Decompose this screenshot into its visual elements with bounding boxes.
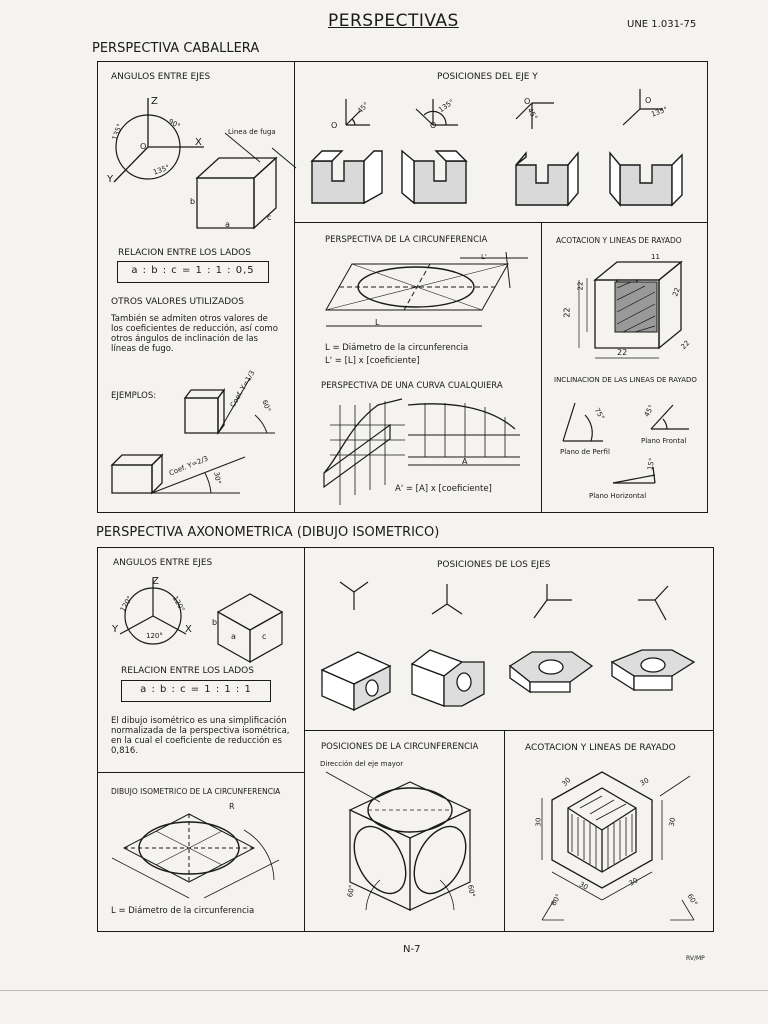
dimension-label: 22 [671, 286, 682, 298]
angle-label: 60° [549, 892, 563, 908]
dimension-label: 30 [638, 776, 651, 788]
circunferencia-title: PERSPECTIVA DE LA CIRCUNFERENCIA [325, 235, 488, 245]
axo-ratio-box: a : b : c = 1 : 1 : 1 [121, 680, 271, 702]
curva-a-label: A [462, 457, 468, 466]
dimension-label: 22 [576, 281, 585, 291]
axo-posiciones-title: POSICIONES DE LOS EJES [437, 560, 551, 570]
axo-relacion-title: RELACION ENTRE LOS LADOS [121, 666, 254, 676]
caballera-ratio-box: a : b : c = 1 : 1 : 0,5 [117, 261, 269, 283]
axis-x-label: X [195, 137, 202, 148]
dibujo-circ-title: DIBUJO ISOMETRICO DE LA CIRCUNFERENCIA [111, 787, 281, 796]
angle-label: 30° [212, 471, 223, 485]
angle-label: 60° [685, 892, 699, 908]
divider [294, 222, 708, 223]
divider [541, 222, 542, 513]
axis-y-label: Y [112, 624, 119, 635]
plano-horizontal-label: Plano Horizontal [589, 492, 647, 500]
otros-text: También se admiten otros valores de los coeficientes de reducción, así como otros ángulos de inclinación de las líneas de fugo. [111, 314, 278, 354]
dimension-label: 22 [562, 307, 572, 318]
angle-label: 60° [346, 884, 357, 898]
posiciones-circ-title: POSICIONES DE LA CIRCUNFERENCIA [321, 742, 479, 752]
dimension-label: 30 [627, 876, 640, 888]
dimension-label: 30 [534, 817, 543, 827]
page-title: PERSPECTIVAS [328, 11, 459, 31]
divider [304, 730, 714, 731]
page-edge-line [0, 990, 768, 991]
divider [504, 730, 505, 932]
angle-label: 135° [437, 97, 456, 115]
direccion-label: Dirección del eje mayor [320, 760, 404, 768]
caballera-relacion-title: RELACION ENTRE LOS LADOS [118, 248, 251, 258]
origin-label: O [430, 121, 437, 130]
origin-label: O [140, 142, 147, 151]
angle-label: 60° [260, 398, 273, 414]
dibujo-circ-diagram [104, 800, 299, 900]
angle-label: 135° [110, 122, 125, 142]
angle-label: 120° [118, 594, 135, 614]
origin-label: O [645, 96, 652, 105]
axo-ejes-positions-diagram [310, 570, 710, 720]
divider [304, 547, 305, 932]
circ-legend-2: L' = [L] x [coeficiente] [325, 356, 420, 366]
angle-label: 75° [592, 406, 606, 422]
ejemplos-diagram [105, 365, 290, 500]
divider [294, 61, 295, 513]
axis-x-label: X [185, 624, 192, 635]
angle-label: 135° [650, 105, 669, 119]
author-code: RV/MP [686, 955, 705, 962]
inclinacion-title: INCLINACION DE LAS LINEAS DE RAYADO [554, 376, 697, 384]
radius-label: R [229, 802, 235, 811]
dimension-label: 30 [560, 776, 573, 788]
angle-label: 15° [646, 457, 657, 471]
caballera-angulos-title: ANGULOS ENTRE EJES [111, 72, 211, 82]
coef-label: Coef. Y=1/3 [228, 369, 257, 409]
plano-frontal-label: Plano Frontal [641, 437, 687, 445]
dimension-label: 22 [617, 348, 628, 357]
axis-z-label: Z [152, 576, 159, 587]
otros-title: OTROS VALORES UTILIZADOS [111, 297, 244, 307]
axo-acotacion-title: ACOTACION Y LINEAS DE RAYADO [525, 743, 676, 753]
angle-label: 90° [166, 117, 182, 131]
dibujo-circ-legend: L = Diámetro de la circunferencia [111, 906, 255, 916]
axo-axes-diagram [108, 572, 298, 652]
origin-label: O [524, 97, 531, 106]
plano-perfil-label: Plano de Perfil [560, 448, 610, 456]
cube-label-c: c [262, 632, 267, 641]
origin-label: O [331, 121, 338, 130]
axis-z-label: Z [151, 96, 158, 107]
curva-title: PERSPECTIVA DE UNA CURVA CUALQUIERA [321, 381, 503, 391]
ejemplos-title: EJEMPLOS: [111, 391, 157, 401]
dimension-label: 11 [651, 253, 660, 261]
coef-label: Coef. Y=2/3 [168, 454, 210, 478]
dimension-label: 30 [577, 880, 590, 892]
circ-legend-1: L = Diámetro de la circunferencia [325, 343, 469, 353]
dimension-label: 30 [667, 816, 678, 828]
caballera-axes-diagram [100, 90, 290, 235]
circunferencia-diagram [300, 248, 540, 343]
cube-label-c: c [267, 213, 272, 222]
posiciones-circ-diagram [320, 770, 500, 920]
posiciones-y-title: POSICIONES DEL EJE Y [437, 72, 538, 82]
angle-label: 45° [355, 100, 371, 116]
angle-label: 45° [642, 403, 656, 419]
caballera-section-title: PERSPECTIVA CABALLERA [92, 41, 260, 56]
fuga-label: Linea de fuga [228, 128, 276, 136]
curva-formula: A' = [A] x [coeficiente] [395, 484, 492, 494]
acotacion-title: ACOTACION Y LINEAS DE RAYADO [556, 236, 682, 245]
angle-label: 120° [170, 594, 187, 614]
angle-label: 120° [146, 632, 163, 640]
angle-label: 45° [525, 106, 539, 122]
page-number: N-7 [403, 944, 421, 955]
axo-text: El dibujo isométrico es una simplificación normalizada de la perspectiva isométrica, en la cual el coeficiente de reducción es 0,816. [111, 716, 290, 756]
dimension-label: 22 [679, 339, 692, 351]
circ-lp-label: L' [481, 253, 487, 261]
axonometrica-section-title: PERSPECTIVA AXONOMETRICA (DIBUJO ISOMETRICO) [96, 525, 440, 540]
cube-label-b: b [190, 197, 196, 206]
norm-reference: UNE 1.031-75 [627, 19, 697, 30]
angle-label: 60° [466, 884, 477, 898]
circ-l-label: L [375, 318, 380, 327]
axo-angulos-title: ANGULOS ENTRE EJES [113, 558, 213, 568]
cube-label-b: b [212, 618, 218, 627]
cube-label-a: a [225, 220, 230, 229]
cube-label-a: a [231, 632, 236, 641]
divider [97, 772, 304, 773]
axis-y-label: Y [107, 174, 114, 185]
angle-label: 135° [152, 163, 171, 177]
